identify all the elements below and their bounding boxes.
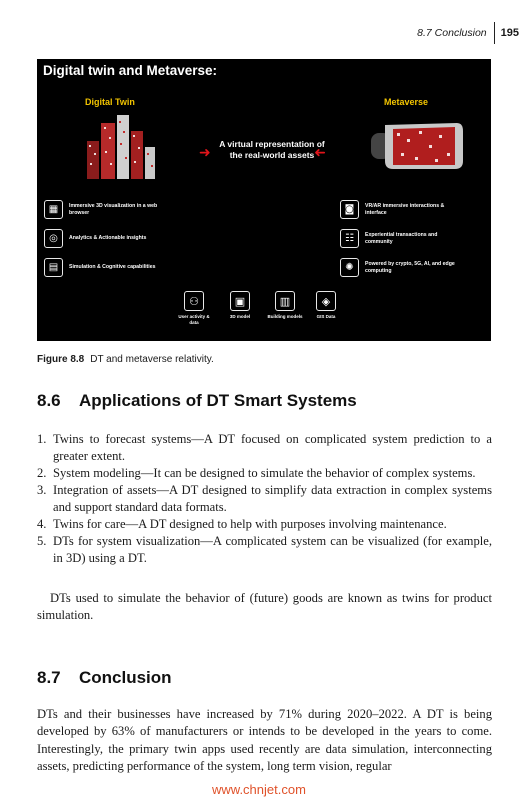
section-heading-8-6 <box>37 391 357 411</box>
bottom-item-label: Building models <box>267 314 303 319</box>
paragraph-product-simulation: DTs used to simulate the behavior of (future) goods are known as twins for product simulation. <box>37 591 492 623</box>
gis-data-icon: ◈ <box>316 291 336 311</box>
bottom-item-label: User activity & data <box>178 314 210 325</box>
list-item-text: Twins for care—A DT designed to help with purposes involving maintenance. <box>53 517 447 531</box>
feature-label: Simulation & Cognitive capabilities <box>69 264 156 271</box>
feature-label: Immersive 3D visualization in a web browser <box>69 202 158 216</box>
feature-crypto <box>340 258 465 277</box>
list-item-text: Twins to forecast systems—A DT focused on complicated system prediction to a greater extent. <box>53 432 492 463</box>
vr-headset-icon: ◙ <box>340 200 359 219</box>
list-item <box>37 431 492 465</box>
figure-center-text: A virtual representation of the real-world assets <box>219 139 325 160</box>
analytics-icon: ◎ <box>44 229 63 248</box>
running-header-title: 8.7 Conclusion <box>417 27 487 39</box>
list-item <box>37 533 492 567</box>
bottom-item-user-activity <box>174 291 214 325</box>
building-icon: ▥ <box>275 291 295 311</box>
page-number: 195 <box>500 27 519 39</box>
bottom-item-3d-model <box>220 291 260 320</box>
simulation-icon: ▤ <box>44 258 63 277</box>
digital-twin-heading: Digital Twin <box>85 97 135 107</box>
list-item-number: 5. <box>37 534 47 548</box>
3d-web-icon: ▦ <box>44 200 63 219</box>
digital-twin-city-illustration <box>81 113 161 183</box>
3d-model-icon: ▣ <box>230 291 250 311</box>
list-item-text: Integration of assets—A DT designed to simplify data extraction in complex systems and support standard data formats. <box>53 483 492 514</box>
feature-simulation <box>44 258 169 277</box>
watermark: www.chnjet.com <box>212 782 306 797</box>
feature-label: Experiential transactions and community <box>365 231 438 245</box>
feature-community <box>340 229 465 248</box>
metaverse-heading: Metaverse <box>384 97 429 107</box>
crypto-icon: ✺ <box>340 258 359 277</box>
feature-label: VR/AR immersive interactions & interface <box>365 202 445 216</box>
list-item-number: 3. <box>37 483 47 497</box>
section-title: Applications of DT Smart Systems <box>79 391 357 410</box>
arrow-right-icon: ➜ <box>199 145 211 161</box>
bottom-item-label: GIS Data <box>316 314 336 319</box>
section-heading-8-7 <box>37 668 172 688</box>
feature-label: Analytics & Actionable insights <box>69 235 147 242</box>
list-item <box>37 516 492 533</box>
arrow-left-icon: ➜ <box>314 145 326 161</box>
bottom-item-building <box>265 291 305 320</box>
caption-label: Figure 8.8 <box>37 354 85 365</box>
list-item-number: 1. <box>37 432 47 446</box>
feature-3d-web <box>44 200 169 219</box>
figure-title: Digital twin and Metaverse: <box>43 63 218 78</box>
running-header <box>417 22 519 44</box>
list-item-number: 2. <box>37 466 47 480</box>
paragraph-conclusion: DTs and their businesses have increased by 71% during 2020–2022. A DT is being developed by 63% of manufacturers or intends to be developed in the years to come. Interestingly, the primary twin apps used recently are data simulation, interconnecting assets, predicting performance of the system, long term vision, regular <box>37 707 492 773</box>
vr-headset-illustration <box>367 115 467 175</box>
bottom-item-label: 3D model <box>229 314 251 319</box>
section-number: 8.7 <box>37 668 61 687</box>
feature-label: Powered by crypto, 5G, AI, and edge computing <box>365 260 455 274</box>
caption-text: DT and metaverse relativity. <box>90 354 214 365</box>
list-item <box>37 465 492 482</box>
list-item <box>37 482 492 516</box>
figure-dt-metaverse <box>37 59 491 341</box>
list-item-text: System modeling—It can be designed to simulate the behavior of complex systems. <box>53 466 476 480</box>
feature-vr-ar <box>340 200 465 219</box>
bottom-item-gis <box>306 291 346 320</box>
list-item-number: 4. <box>37 517 47 531</box>
figure-caption <box>37 354 214 365</box>
applications-list <box>37 431 492 567</box>
section-title: Conclusion <box>79 668 172 687</box>
feature-analytics <box>44 229 169 248</box>
user-activity-icon: ⚇ <box>184 291 204 311</box>
list-item-text: DTs for system visualization—A complicated system can be visualized (for example, in 3D) using a DT. <box>53 534 492 565</box>
section-number: 8.6 <box>37 391 61 410</box>
community-icon: ☷ <box>340 229 359 248</box>
